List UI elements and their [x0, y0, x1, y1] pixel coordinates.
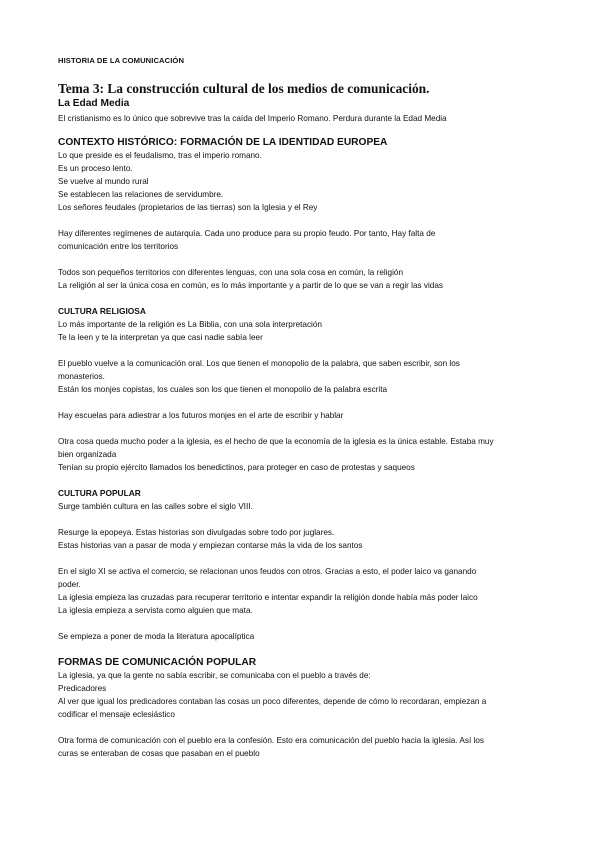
text-line: Están los monjes copistas, los cuales son los que tienen el monopolio de la palabra escrita	[58, 385, 388, 394]
text-line: Se establecen las relaciones de servidumbre.	[58, 190, 224, 199]
section-heading-cultura-popular: CULTURA POPULAR	[58, 488, 141, 498]
text-line: curas se enteraban de cosas que pasaban en el pueblo	[58, 749, 260, 758]
text-line: Predicadores	[58, 684, 107, 693]
document-title: Tema 3: La construcción cultural de los medios de comunicación.	[58, 81, 430, 96]
document-page	[58, 56, 558, 760]
text-line: Otra cosa queda mucho poder a la iglesia, es el hecho de que la economía de la iglesia es la única estable. Estaba muy	[58, 437, 494, 446]
text-line: Se vuelve al mundo rural	[58, 177, 149, 186]
text-line: Resurge la epopeya. Estas historias son divulgadas sobre todo por juglares.	[58, 528, 335, 537]
text-line: Otra forma de comunicación con el pueblo era la confesión. Esto era comunicación del pueblo hacia la iglesia. Así los	[58, 736, 484, 745]
text-line: La iglesia empieza a servista como alguien que mata.	[58, 606, 253, 615]
text-line: Los señores feudales (propietarios de las tierras) son la Iglesia y el Rey	[58, 203, 318, 212]
text-line: bien organizada	[58, 450, 117, 459]
document-subtitle: La Edad Media	[58, 98, 130, 109]
text-line: El pueblo vuelve a la comunicación oral. Los que tienen el monopolio de la palabra, que saben escribir, son los	[58, 359, 460, 368]
text-line: Lo que preside es el feudalismo, tras el imperio romano.	[58, 151, 262, 160]
text-line: Lo más importante de la religión es La Biblia, con una sola interpretación	[58, 320, 322, 329]
intro-paragraph: El cristianismo es lo único que sobrevive tras la caída del Imperio Romano. Perdura durante la Edad Media	[58, 114, 447, 123]
text-line: Hay escuelas para adiestrar a los futuros monjes en el arte de escribir y hablar	[58, 411, 344, 420]
text-line: Estas historias van a pasar de moda y empiezan contarse más la vida de los santos	[58, 541, 363, 550]
text-line: La religión al ser la única cosa en común, es lo más importante y a partir de lo que se van a regir las vidas	[58, 281, 444, 290]
text-line: Hay diferentes regímenes de autarquía. Cada uno produce para su propio feudo. Por tanto, Hay falta de	[58, 229, 436, 238]
text-line: En el siglo XI se activa el comercio, se relacionan unos feudos con otros. Gracias a esto, el poder laico va ganando	[58, 567, 477, 576]
section-heading-formas-comunicacion: FORMAS DE COMUNICACIÓN POPULAR	[58, 657, 257, 668]
section-heading-cultura-religiosa: CULTURA RELIGIOSA	[58, 306, 146, 316]
course-header: HISTORIA DE LA COMUNICACIÓN	[58, 56, 185, 65]
text-line: monasterios.	[58, 372, 105, 381]
text-line: Se empieza a poner de moda la literatura apocalíptica	[58, 632, 255, 641]
section-heading-contexto: CONTEXTO HISTÓRICO: FORMACIÓN DE LA IDENTIDAD EUROPEA	[58, 137, 388, 148]
text-line: comunicación entre los territorios	[58, 242, 179, 251]
text-line: Tenían su propio ejército llamados los benedictinos, para proteger en caso de protestas y saqueos	[58, 463, 415, 472]
text-line: Surge también cultura en las calles sobre el siglo VIII.	[58, 502, 253, 511]
text-line: La iglesia empieza las cruzadas para recuperar territorio e intentar expandir la religión donde había más poder laico	[58, 593, 478, 602]
text-line: codificar el mensaje eclesiástico	[58, 710, 175, 719]
text-line: Te la leen y te la interpretan ya que casi nadie sabía leer	[58, 333, 263, 342]
text-line: Al ver que igual los predicadores contaban las cosas un poco diferentes, depende de cómo lo recordaran, empiezan a	[58, 697, 487, 706]
text-line: La iglesia, ya que la gente no sabía escribir, se comunicaba con el pueblo a través de:	[58, 671, 371, 680]
text-line: poder.	[58, 580, 81, 589]
text-line: Todos son pequeños territorios con diferentes lenguas, con una sola cosa en común, la religión	[58, 268, 403, 277]
text-line: Es un proceso lento.	[58, 164, 133, 173]
